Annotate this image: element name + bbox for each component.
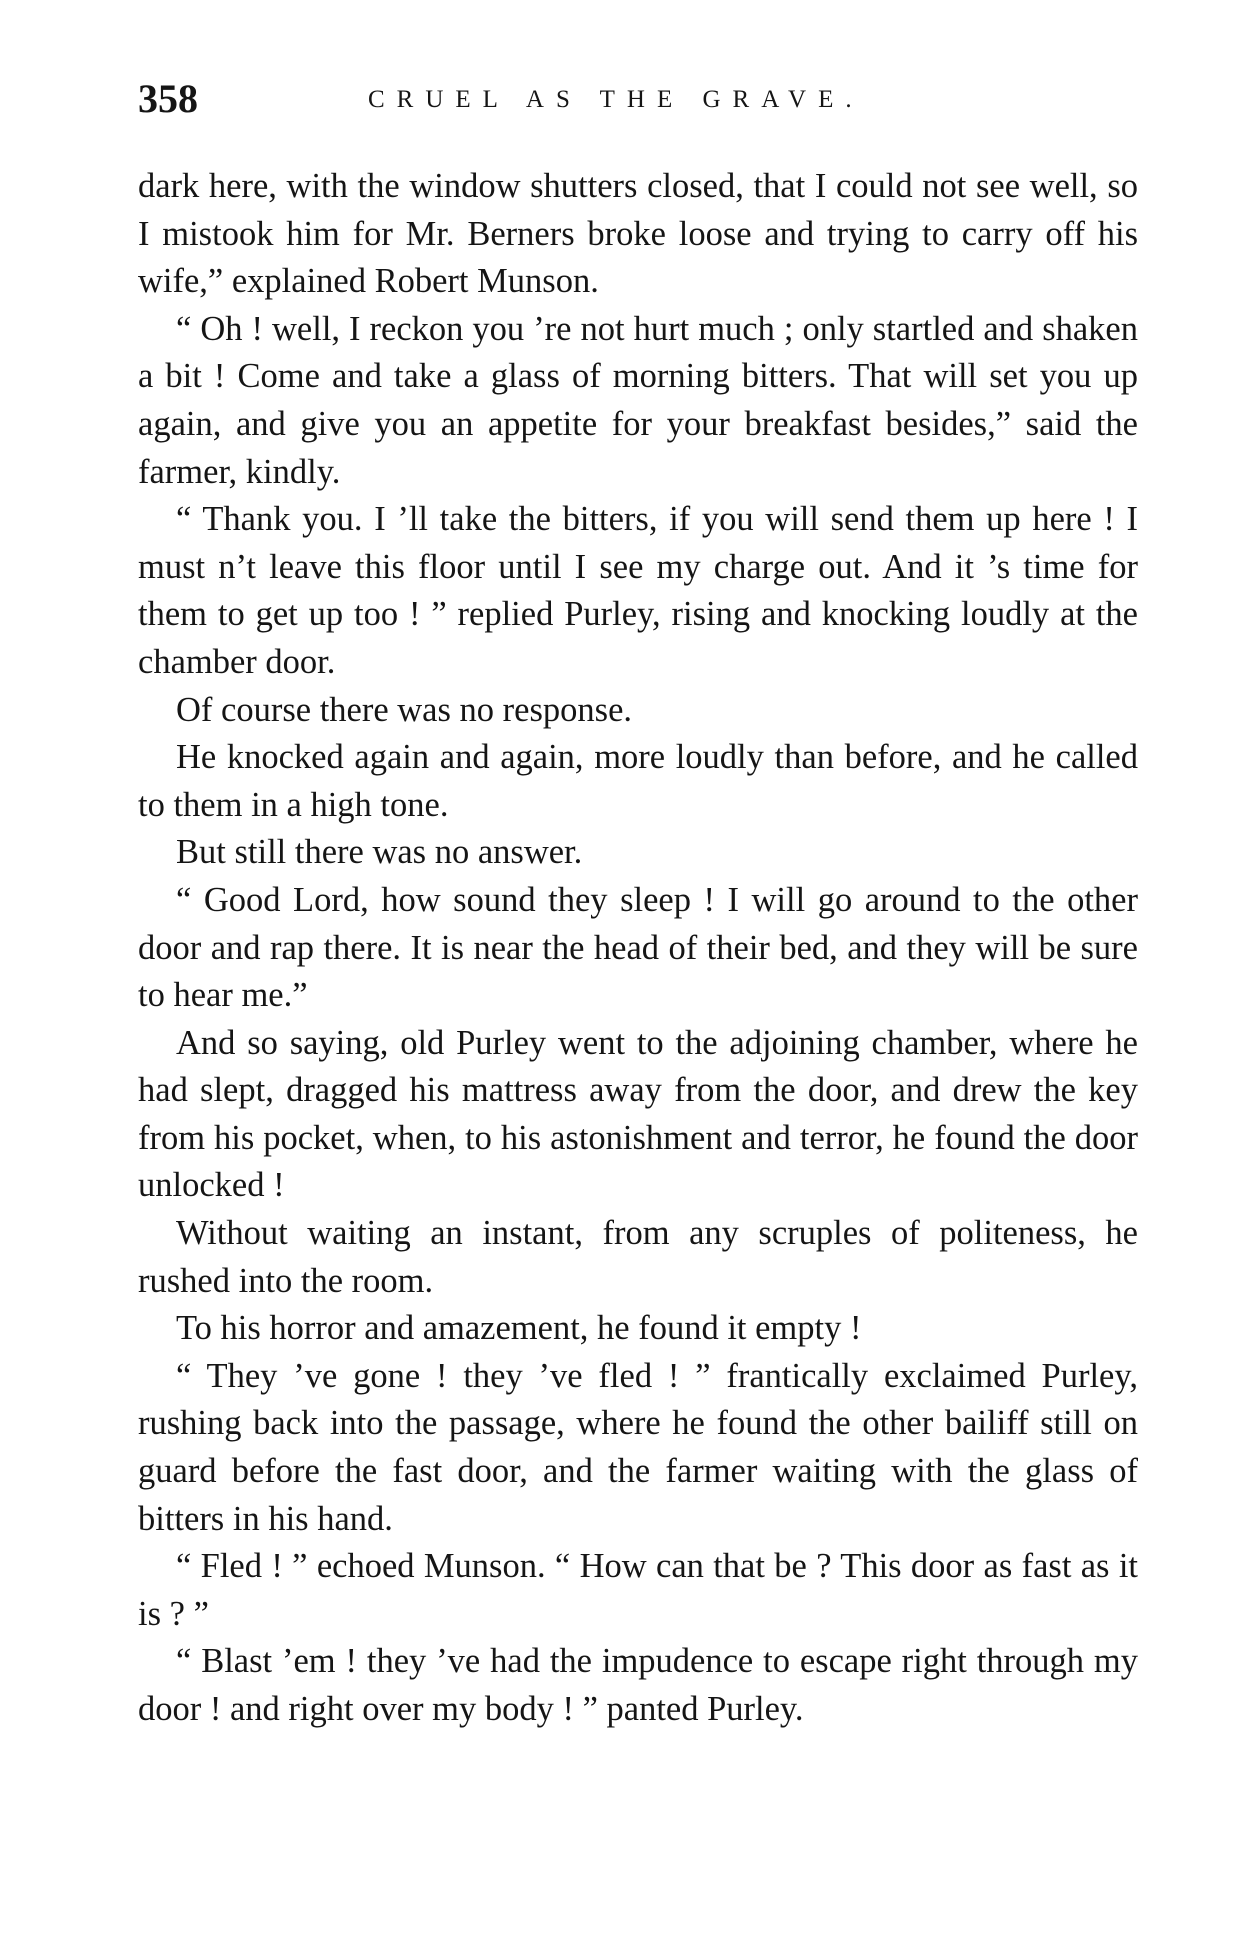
paragraph: “ Oh ! well, I reckon you ’re not hurt much ; only startled and shaken a bit ! Come and take a glass of morning bitters. That will set you up again, and give you an appetite for your breakfast besides,” said the farmer, kindly. [138,309,1138,491]
paragraph: To his horror and amazement, he found it empty ! [176,1309,862,1348]
paragraph: And so saying, old Purley went to the adjoining chamber, where he had slept, dragged his mattress away from the door, and drew the key from his pocket, when, to his astonishment and terror, he found the door unlocked ! [138,1023,1138,1205]
paragraph: “ Blast ’em ! they ’ve had the impudence to escape right through my door ! and right over my body ! ” panted Purley. [138,1642,1138,1728]
paragraph: But still there was no answer. [176,833,583,872]
paragraph: “ Thank you. I ’ll take the bitters, if you will send them up here ! I must n’t leave this floor until I see my charge out. And it ’s time for them to get up too ! ” replied Purley, rising and knocking loudly at the chamber door. [138,500,1138,681]
page-number: 358 [138,76,198,121]
paragraph: “ Good Lord, how sound they sleep ! I will go around to the other door and rap there. It is near the head of their bed, and they will be sure to hear me.” [138,880,1138,1015]
page-body [138,163,1138,1734]
paragraph: “ Fled ! ” echoed Munson. “ How can that be ? This door as fast as it is ? ” [138,1547,1138,1633]
running-title: CRUEL AS THE GRAVE. [368,86,864,113]
paragraph: “ They ’ve gone ! they ’ve fled ! ” frantically exclaimed Purley, rushing back into the passage, where he found the other bailiff still on guard before the fast door, and the farmer waiting with the glass of bitters in his hand. [138,1356,1138,1538]
paragraph: dark here, with the window shutters closed, that I could not see well, so I mistook him for Mr. Berners broke loose and trying to carry off his wife,” explained Robert Munson. [138,167,1138,301]
page-header [138,74,1138,124]
paragraph: Without waiting an instant, from any scruples of politeness, he rushed into the room. [138,1214,1138,1300]
paragraph: Of course there was no response. [176,690,633,729]
paragraph: He knocked again and again, more loudly than before, and he called to them in a high tone. [138,738,1138,824]
